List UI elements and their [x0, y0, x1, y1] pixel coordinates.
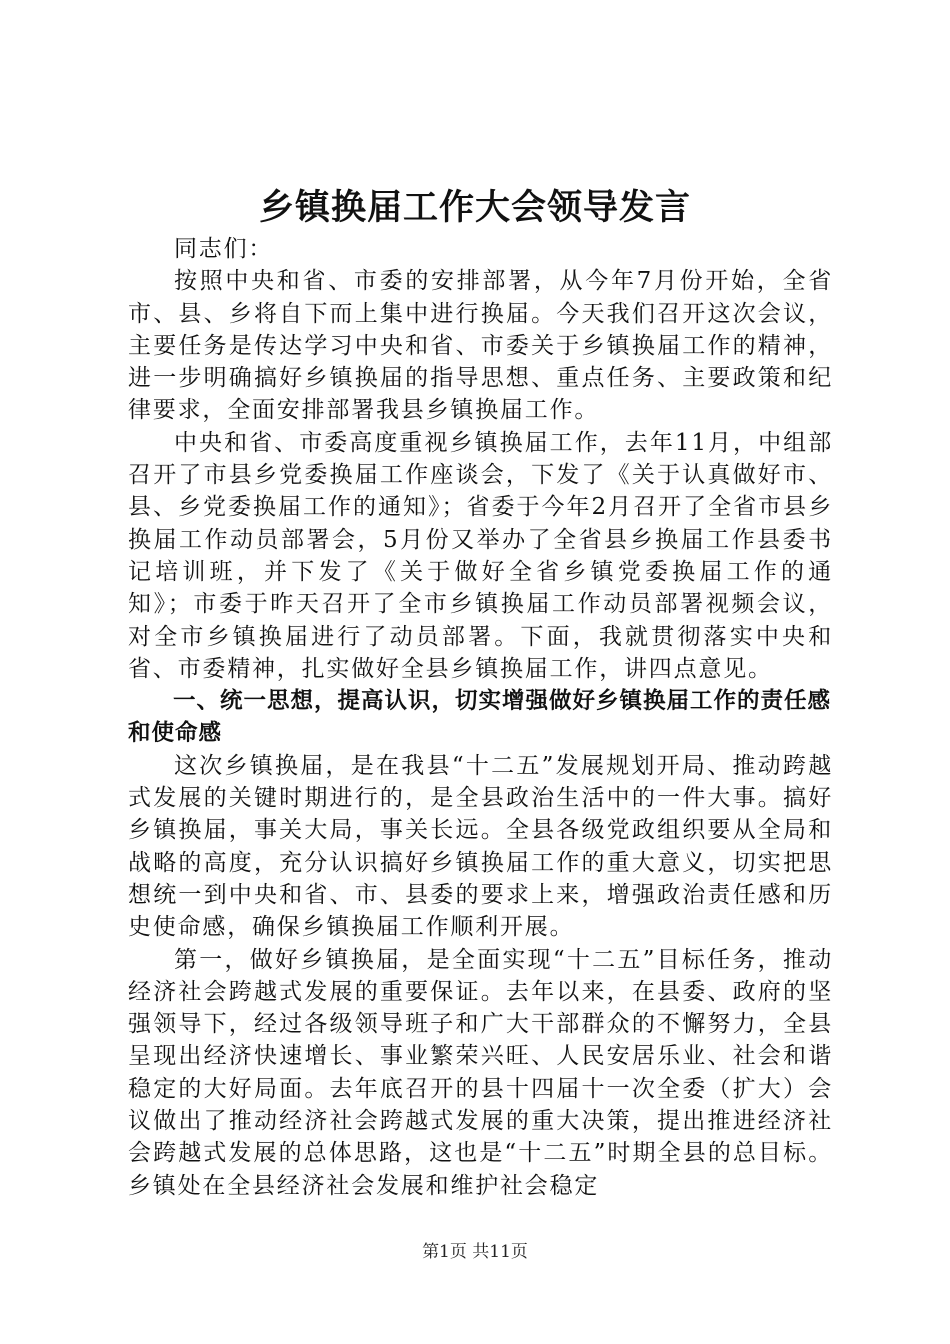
- page-number-footer: 第1页 共11页: [422, 1242, 528, 1262]
- paragraph-intro: 按照中央和省、市委的安排部署，从今年7月份开始，全省市、县、乡将自下而上集中进行换届。今天我们召开这次会议，主要任务是传达学习中央和省、市委关于乡镇换届工作的精神，进一步明确搞好乡镇换届的指导思想、重点任务、主要政策和纪律要求，全面安排部署我县乡镇换届工作。: [128, 268, 833, 424]
- section-heading-1: 一、统一思想，提高认识，切实增强做好乡镇换届工作的责任感和使命感: [128, 688, 832, 747]
- document-title: 乡镇换届工作大会领导发言: [258, 188, 691, 228]
- section-paragraph-1: 这次乡镇换届，是在我县“十二五”发展规划开局、推动跨越式发展的关键时期进行的，是全县政治生活中的一件大事。搞好乡镇换届，事关大局，事关长远。全县各级党政组织要从全局和战略的高度，充分认识搞好乡镇换届工作的重大意义，切实把思想统一到中央和省、市、县委的要求上来，增强政治责任感和历史使命感，确保乡镇换届工作顺利开展。: [128, 752, 833, 941]
- salutation: 同志们：: [174, 236, 274, 262]
- section-paragraph-2: 第一，做好乡镇换届，是全面实现“十二五”目标任务，推动经济社会跨越式发展的重要保证。去年以来，在县委、政府的坚强领导下，经过各级领导班子和广大干部群众的不懈努力，全县呈现出经济快速增长、事业繁荣兴旺、人民安居乐业、社会和谐稳定的大好局面。去年底召开的县十四届十一次全委（扩大）会议做出了推动经济社会跨越式发展的重大决策，提出推进经济社会跨越式发展的总体思路，这也是“十二五”时期全县的总目标。乡镇处在全县经济社会发展和维护社会稳定: [128, 946, 833, 1199]
- document-body: [128, 233, 833, 1202]
- paragraph-background: 中央和省、市委高度重视乡镇换届工作，去年11月，中组部召开了市县乡党委换届工作座谈会，下发了《关于认真做好市、县、乡党委换届工作的通知》；省委于今年2月召开了全省市县乡换届工作动员部署会，5月份又举办了全省县乡换届工作县委书记培训班，并下发了《关于做好全省乡镇党委换届工作的通知》；市委于昨天召开了全市乡镇换届工作动员部署视频会议，对全市乡镇换届进行了动员部署。下面，我就贯彻落实中央和省、市委精神，扎实做好全县乡镇换届工作，讲四点意见。: [128, 429, 833, 682]
